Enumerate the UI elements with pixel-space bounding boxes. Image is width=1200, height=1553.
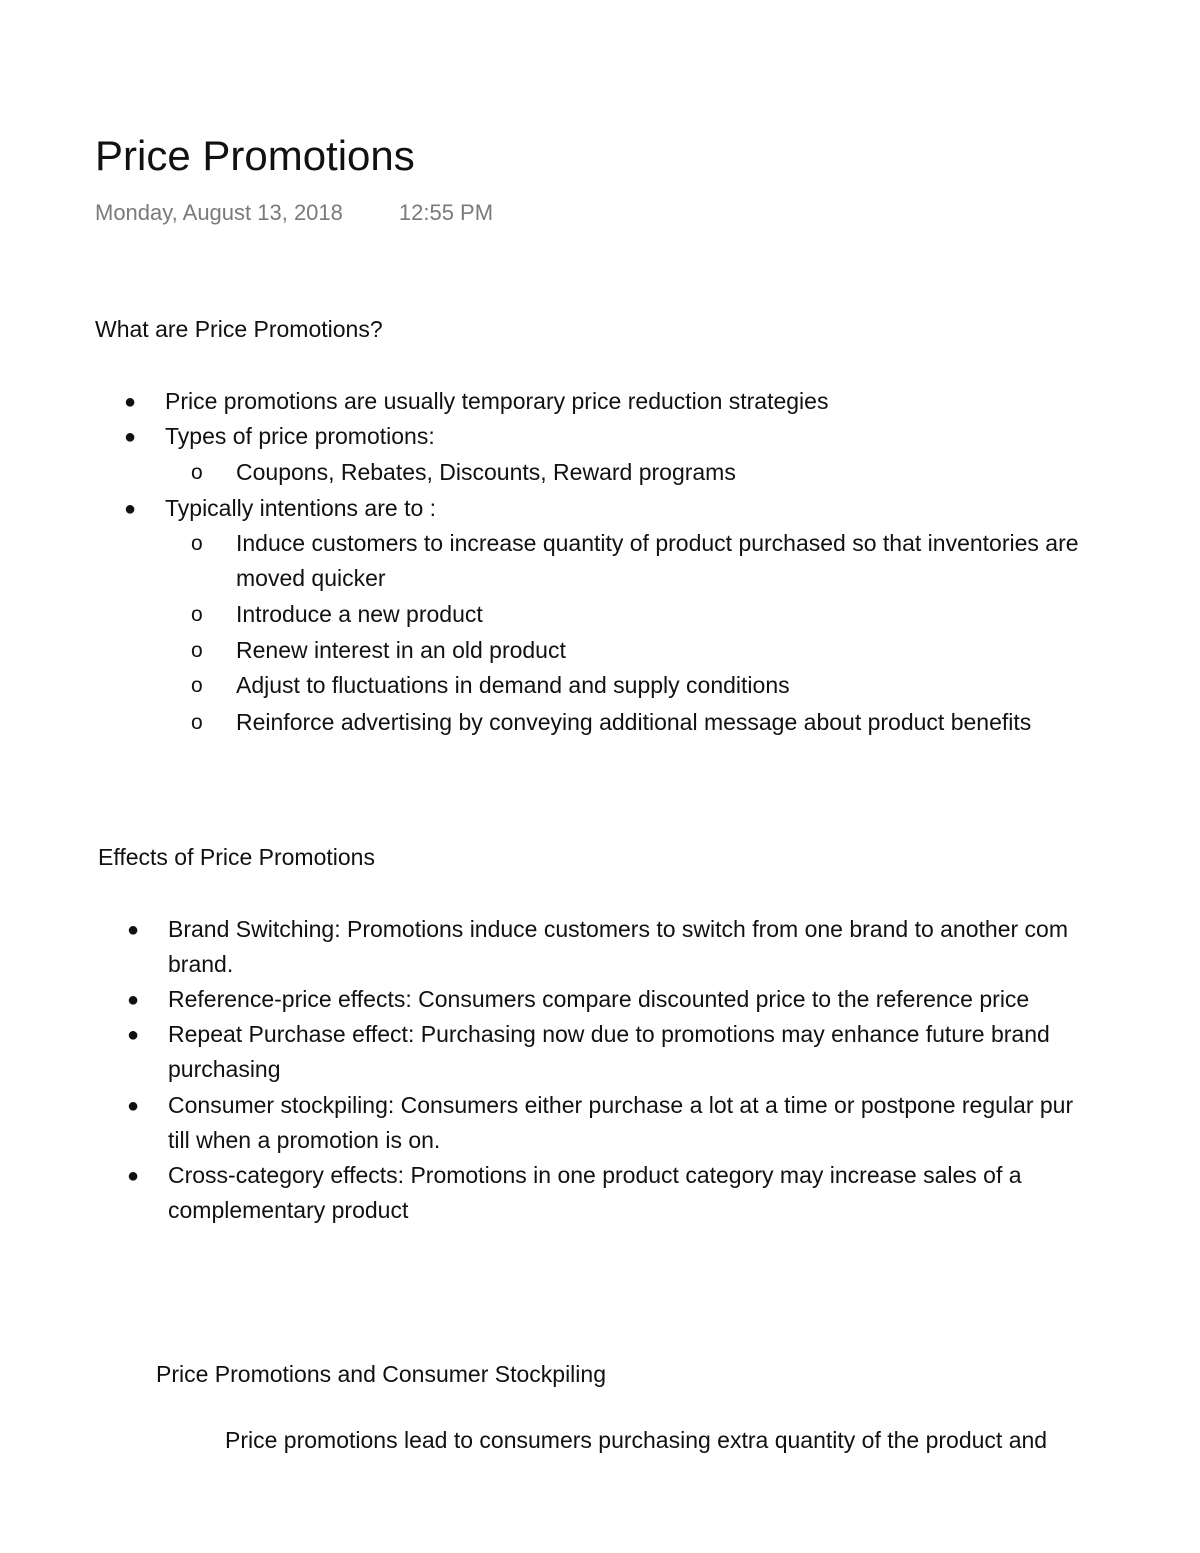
list-item: Types of price promotions: bbox=[165, 423, 435, 449]
list-item: Repeat Purchase effect: Purchasing now due to promotions may enhance future brand bbox=[168, 1021, 1050, 1047]
list-item: Brand Switching: Promotions induce customers to switch from one brand to another com bbox=[168, 916, 1068, 942]
bullet-icon: ● bbox=[127, 1165, 140, 1187]
list-item: Cross-category effects: Promotions in one product category may increase sales of a bbox=[168, 1162, 1022, 1188]
list-item: Reference-price effects: Consumers compare discounted price to the reference price bbox=[168, 986, 1030, 1012]
list-item-continued: purchasing bbox=[168, 1056, 281, 1082]
sub-list-item-continued: moved quicker bbox=[236, 565, 386, 591]
bullet-icon: ● bbox=[127, 1095, 140, 1117]
sub-list-item: Renew interest in an old product bbox=[236, 637, 566, 663]
bullet-icon: ● bbox=[127, 989, 140, 1011]
bullet-icon: ● bbox=[124, 498, 137, 520]
bullet-icon: ● bbox=[124, 391, 137, 413]
section-heading-stockpiling: Price Promotions and Consumer Stockpiling bbox=[156, 1361, 606, 1387]
list-item: Price promotions are usually temporary price reduction strategies bbox=[165, 388, 829, 414]
list-item: Consumer stockpiling: Consumers either purchase a lot at a time or postpone regular pur bbox=[168, 1092, 1074, 1118]
sub-list-item: Reinforce advertising by conveying additional message about product benefits bbox=[236, 709, 1032, 735]
sub-bullet-icon: o bbox=[191, 639, 203, 662]
bullet-icon: ● bbox=[124, 426, 137, 448]
sub-list-item: Introduce a new product bbox=[236, 601, 483, 627]
section-heading-what-are: What are Price Promotions? bbox=[95, 316, 383, 342]
sub-bullet-icon: o bbox=[191, 603, 203, 626]
note-timestamp bbox=[95, 200, 493, 226]
list-item: Typically intentions are to : bbox=[165, 495, 437, 521]
note-time: 12:55 PM bbox=[398, 200, 494, 225]
note-date: Monday, August 13, 2018 bbox=[95, 200, 343, 225]
list-item-continued: till when a promotion is on. bbox=[168, 1127, 441, 1153]
sub-bullet-icon: o bbox=[191, 674, 203, 697]
sub-list-item: Coupons, Rebates, Discounts, Reward programs bbox=[236, 459, 736, 485]
sub-bullet-icon: o bbox=[191, 711, 203, 734]
sub-bullet-icon: o bbox=[191, 532, 203, 555]
sub-list-item: Adjust to fluctuations in demand and supply conditions bbox=[236, 672, 790, 698]
list-item-continued: complementary product bbox=[168, 1197, 409, 1223]
list-item-continued: brand. bbox=[168, 951, 234, 977]
sub-bullet-icon: o bbox=[191, 461, 203, 484]
section-heading-effects: Effects of Price Promotions bbox=[98, 844, 375, 870]
bullet-icon: ● bbox=[127, 1024, 140, 1046]
bullet-icon: ● bbox=[127, 919, 140, 941]
sub-list-item: Induce customers to increase quantity of product purchased so that inventories are bbox=[236, 530, 1079, 556]
page-title: Price Promotions bbox=[95, 132, 415, 179]
clipped-text-line: Price promotions lead to consumers purchasing extra quantity of the product and bbox=[225, 1427, 1048, 1453]
